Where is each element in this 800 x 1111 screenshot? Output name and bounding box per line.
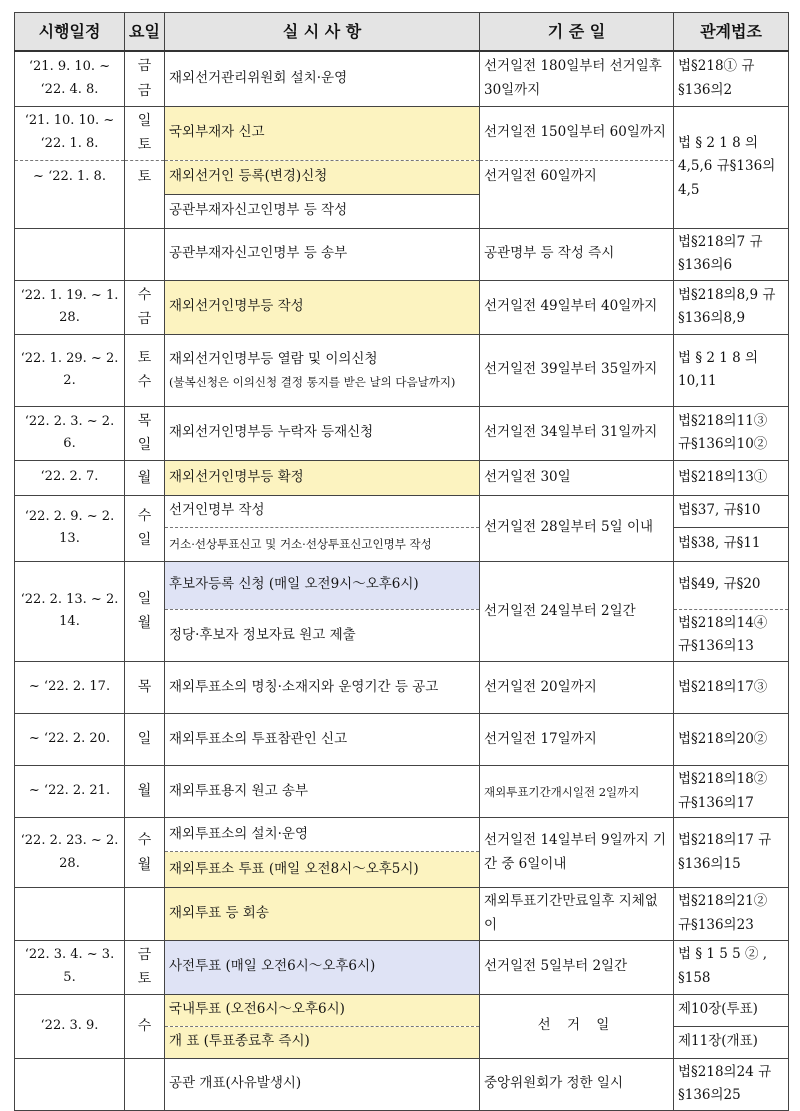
day-cell xyxy=(125,194,165,228)
law-cell: 법§218① 규§136의2 xyxy=(674,51,789,106)
day-cell: 일 토 xyxy=(125,106,165,160)
day-cell: 일 xyxy=(125,714,165,766)
law-cell: 법§218의11③ 규§136의10② xyxy=(674,406,789,460)
law-cell: 법§218의8,9 규§136의8,9 xyxy=(674,280,789,334)
action-cell: 재외선거인명부등 확정 xyxy=(165,460,480,495)
action-cell: 정당·후보자 정보자료 원고 제출 xyxy=(165,609,480,661)
basis-cell: 선거일전 20일까지 xyxy=(480,662,674,714)
action-cell: 개 표 (투표종료후 즉시) xyxy=(165,1026,480,1058)
basis-cell: 선거일전 60일까지 xyxy=(480,160,674,194)
table-row xyxy=(15,51,789,106)
action-cell: 국내투표 (오전6시～오후6시) xyxy=(165,994,480,1026)
basis-cell: 선거일전 34일부터 31일까지 xyxy=(480,406,674,460)
basis-cell: 선거일전 28일부터 5일 이내 xyxy=(480,495,674,561)
schedule-table xyxy=(14,12,789,1111)
day-cell: 토 수 xyxy=(125,334,165,406)
law-cell: 법§218의7 규§136의6 xyxy=(674,228,789,280)
action-cell: 공관부재자신고인명부 등 작성 xyxy=(165,194,480,228)
day-cell: 수 일 xyxy=(125,495,165,561)
day-cell: 토 xyxy=(125,160,165,194)
header-day: 요일 xyxy=(125,13,165,52)
table-row xyxy=(15,106,789,160)
day-cell: 수 월 xyxy=(125,818,165,888)
law-cell: 법§218의21② 규§136의23 xyxy=(674,888,789,940)
law-cell: 법 § 1 5 5 ② , §158 xyxy=(674,940,789,994)
action-cell: 재외투표소의 설치·운영 xyxy=(165,818,480,852)
law-cell: 제10장(투표) xyxy=(674,994,789,1026)
header-row xyxy=(15,13,789,52)
date-cell xyxy=(15,1058,125,1110)
date-cell: ‘22. 2. 3. ~ 2. 6. xyxy=(15,406,125,460)
action-cell: 재외선거인명부등 작성 xyxy=(165,280,480,334)
date-cell: ~ ‘22. 2. 21. xyxy=(15,766,125,818)
action-cell: 선거인명부 작성 xyxy=(165,495,480,527)
basis-cell: 선 거 일 xyxy=(480,994,674,1058)
header-date: 시행일정 xyxy=(15,13,125,52)
table-row xyxy=(15,334,789,406)
date-cell: ~ ‘22. 2. 17. xyxy=(15,662,125,714)
day-cell xyxy=(125,1058,165,1110)
action-cell: 재외투표소의 투표참관인 신고 xyxy=(165,714,480,766)
basis-cell: 선거일전 39일부터 35일까지 xyxy=(480,334,674,406)
date-cell xyxy=(15,228,125,280)
basis-cell: 선거일전 14일부터 9일까지 기간 중 6일이내 xyxy=(480,818,674,888)
action-cell: 공관 개표(사유발생시) xyxy=(165,1058,480,1110)
header-law: 관계법조 xyxy=(674,13,789,52)
law-cell: 법§218의18② 규§136의17 xyxy=(674,766,789,818)
law-cell: 법§218의24 규§136의25 xyxy=(674,1058,789,1110)
date-cell: ‘22. 1. 29. ~ 2. 2. xyxy=(15,334,125,406)
action-cell: 후보자등록 신청 (매일 오전9시～오후6시) xyxy=(165,561,480,609)
table-row xyxy=(15,940,789,994)
basis-cell: 선거일전 180일부터 선거일후 30일까지 xyxy=(480,51,674,106)
date-cell: ‘22. 3. 4. ~ 3. 5. xyxy=(15,940,125,994)
date-cell xyxy=(15,888,125,940)
day-cell: 금 토 xyxy=(125,940,165,994)
header-basis: 기 준 일 xyxy=(480,13,674,52)
action-note: (불복신청은 이의신청 결정 통지를 받은 날의 다음날까지) xyxy=(169,375,456,389)
table-row xyxy=(15,228,789,280)
day-cell: 일 월 xyxy=(125,561,165,661)
basis-cell xyxy=(480,194,674,228)
table-row xyxy=(15,766,789,818)
basis-cell: 선거일전 150일부터 60일까지 xyxy=(480,106,674,160)
table-row xyxy=(15,406,789,460)
action-cell: 재외선거인 등록(변경)신청 xyxy=(165,160,480,194)
day-cell xyxy=(125,888,165,940)
date-cell: ‘22. 2. 13. ~ 2. 14. xyxy=(15,561,125,661)
table-row xyxy=(15,662,789,714)
date-cell: ‘22. 1. 19. ~ 1. 28. xyxy=(15,280,125,334)
table-row xyxy=(15,495,789,527)
day-cell: 수 금 xyxy=(125,280,165,334)
law-cell: 법§38, 규§11 xyxy=(674,527,789,561)
action-cell: 재외투표용지 원고 송부 xyxy=(165,766,480,818)
day-cell: 목 일 xyxy=(125,406,165,460)
law-cell: 법§37, 규§10 xyxy=(674,495,789,527)
date-cell xyxy=(15,194,125,228)
date-cell: ‘21. 9. 10. ~ ‘22. 4. 8. xyxy=(15,51,125,106)
basis-cell: 선거일전 17일까지 xyxy=(480,714,674,766)
basis-cell: 중앙위원회가 정한 일시 xyxy=(480,1058,674,1110)
date-cell: ~ ‘22. 1. 8. xyxy=(15,160,125,194)
date-cell: ~ ‘22. 2. 20. xyxy=(15,714,125,766)
law-cell: 제11장(개표) xyxy=(674,1026,789,1058)
basis-cell: 공관명부 등 작성 즉시 xyxy=(480,228,674,280)
date-cell: ‘22. 2. 23. ~ 2. 28. xyxy=(15,818,125,888)
day-cell: 월 xyxy=(125,460,165,495)
action-text: 재외선거인명부등 열람 및 이의신청 xyxy=(169,351,378,368)
basis-cell: 선거일전 5일부터 2일간 xyxy=(480,940,674,994)
action-cell: 재외선거인명부등 누락자 등재신청 xyxy=(165,406,480,460)
law-cell: 법§218의14④ 규§136의13 xyxy=(674,609,789,661)
day-cell: 월 xyxy=(125,766,165,818)
law-cell: 법 § 2 1 8 의 4,5,6 규§136의4,5 xyxy=(674,106,789,228)
date-cell: ‘22. 2. 7. xyxy=(15,460,125,495)
law-cell: 법§218의13① xyxy=(674,460,789,495)
basis-cell: 재외투표기간만료일후 지체없이 xyxy=(480,888,674,940)
basis-cell: 선거일전 49일부터 40일까지 xyxy=(480,280,674,334)
action-cell: 사전투표 (매일 오전6시～오후6시) xyxy=(165,940,480,994)
day-cell xyxy=(125,228,165,280)
table-row xyxy=(15,818,789,852)
law-cell: 법§218의17③ xyxy=(674,662,789,714)
law-cell: 법§218의17 규§136의15 xyxy=(674,818,789,888)
action-cell: 국외부재자 신고 xyxy=(165,106,480,160)
day-cell: 금 금 xyxy=(125,51,165,106)
action-cell: 재외선거관리위원회 설치·운영 xyxy=(165,51,480,106)
date-cell: ‘22. 2. 9. ~ 2. 13. xyxy=(15,495,125,561)
day-cell: 목 xyxy=(125,662,165,714)
header-action: 실 시 사 항 xyxy=(165,13,480,52)
date-cell: ‘22. 3. 9. xyxy=(15,994,125,1058)
table-row xyxy=(15,714,789,766)
basis-cell: 선거일전 24일부터 2일간 xyxy=(480,561,674,661)
table-row xyxy=(15,280,789,334)
table-row xyxy=(15,160,789,194)
date-cell: ‘21. 10. 10. ~ ‘22. 1. 8. xyxy=(15,106,125,160)
table-row xyxy=(15,888,789,940)
table-row xyxy=(15,994,789,1026)
action-cell xyxy=(165,334,480,406)
law-cell: 법§49, 규§20 xyxy=(674,561,789,609)
action-cell: 재외투표소의 명칭·소재지와 운영기간 등 공고 xyxy=(165,662,480,714)
table-row xyxy=(15,194,789,228)
action-cell: 재외투표소 투표 (매일 오전8시～오후5시) xyxy=(165,852,480,888)
basis-cell: 재외투표기간개시일전 2일까지 xyxy=(480,766,674,818)
action-cell: 거소·선상투표신고 및 거소·선상투표신고인명부 작성 xyxy=(165,527,480,561)
action-cell: 공관부재자신고인명부 등 송부 xyxy=(165,228,480,280)
day-cell: 수 xyxy=(125,994,165,1058)
table-row xyxy=(15,1058,789,1110)
table-row xyxy=(15,460,789,495)
action-cell: 재외투표 등 회송 xyxy=(165,888,480,940)
law-cell: 법§218의20② xyxy=(674,714,789,766)
table-row xyxy=(15,561,789,609)
law-cell: 법 § 2 1 8 의 10,11 xyxy=(674,334,789,406)
basis-cell: 선거일전 30일 xyxy=(480,460,674,495)
